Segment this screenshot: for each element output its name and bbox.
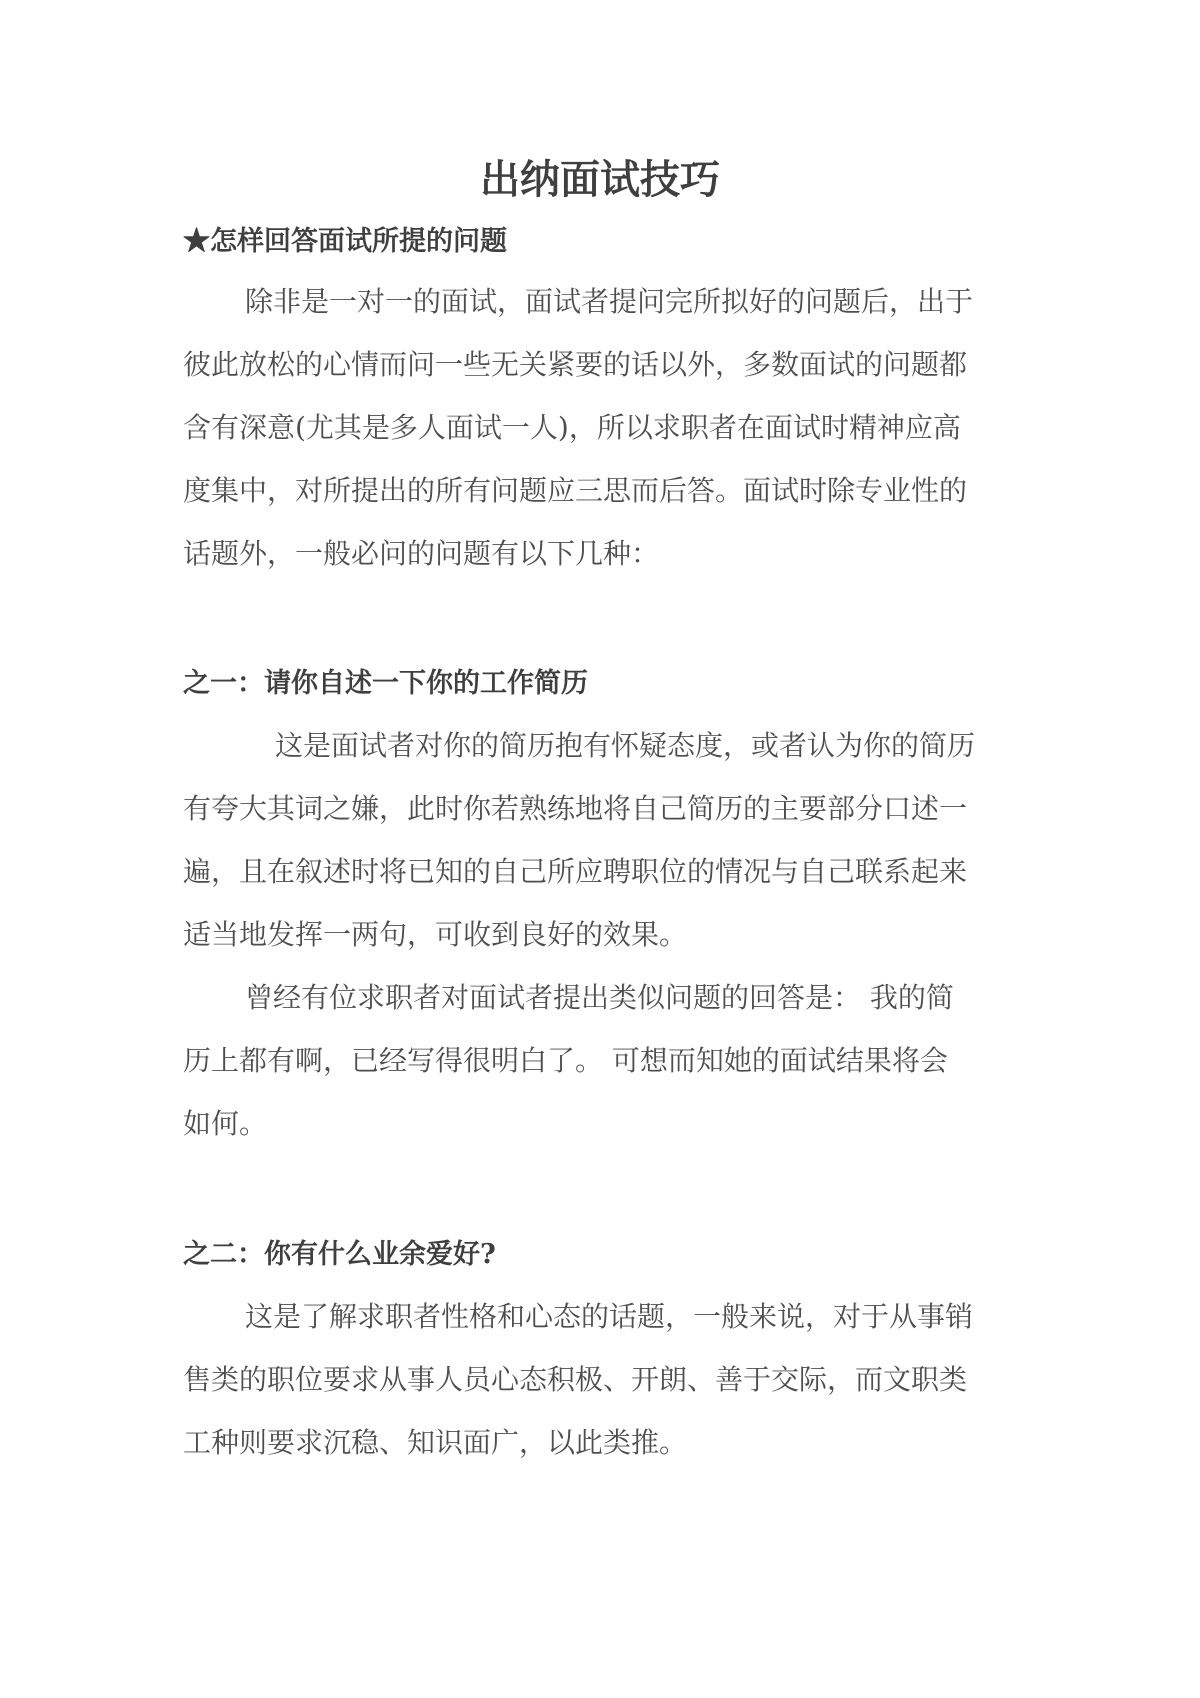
paragraph-line: 如何。 <box>183 1107 268 1140</box>
paragraph-line: 含有深意(尤其是多人面试一人)，所以求职者在面试时精神应高 <box>183 411 961 444</box>
paragraph-line: 遍，且在叙述时将已知的自己所应聘职位的情况与自己联系起来 <box>183 855 968 888</box>
paragraph-line: 除非是一对一的面试，面试者提问完所拟好的问题后，出于 <box>245 285 974 318</box>
section-heading-one: 之一：请你自述一下你的工作简历 <box>183 668 588 699</box>
document-title: 出纳面试技巧 <box>480 156 720 203</box>
paragraph-line: 彼此放松的心情而问一些无关紧要的话以外，多数面试的问题都 <box>183 348 968 381</box>
paragraph-line: 这是了解求职者性格和心态的话题，一般来说，对于从事销 <box>245 1300 974 1333</box>
paragraph-line: 历上都有啊，已经写得很明白了。 可想而知她的面试结果将会 <box>183 1044 948 1077</box>
paragraph-line: 曾经有位求职者对面试者提出类似问题的回答是： 我的简 <box>245 981 954 1014</box>
paragraph-line: 有夸大其词之嫌，此时你若熟练地将自己简历的主要部分口述一 <box>183 792 968 825</box>
section-heading-intro: ★怎样回答面试所提的问题 <box>183 226 507 257</box>
paragraph-line: 适当地发挥一两句，可收到良好的效果。 <box>183 918 688 951</box>
paragraph-line: 这是面试者对你的简历抱有怀疑态度，或者认为你的简历 <box>275 729 976 762</box>
paragraph-line: 工种则要求沉稳、知识面广，以此类推。 <box>183 1426 688 1459</box>
paragraph-line: 度集中，对所提出的所有问题应三思而后答。面试时除专业性的 <box>183 474 968 507</box>
section-heading-two: 之二：你有什么业余爱好? <box>183 1239 496 1270</box>
paragraph-line: 话题外，一般必问的问题有以下几种： <box>183 537 660 570</box>
paragraph-line: 售类的职位要求从事人员心态积极、开朗、善于交际，而文职类 <box>183 1363 968 1396</box>
